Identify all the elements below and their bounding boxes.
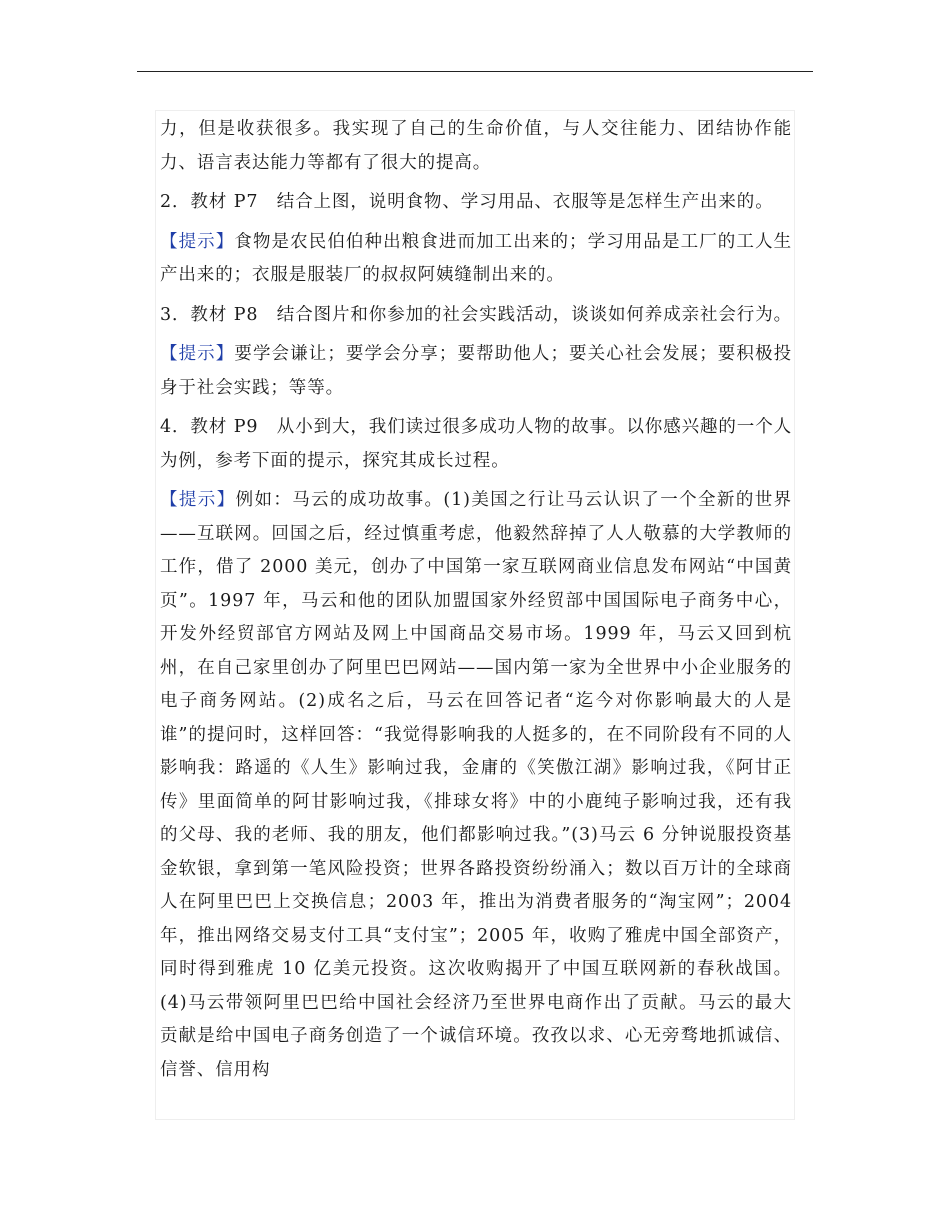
hint-text: 要学会谦让；要学会分享；要帮助他人；要关心社会发展；要积极投身于社会实践；等等。 (160, 344, 792, 398)
question-text: 4．教材 P9 从小到大，我们读过很多成功人物的故事。以你感兴趣的一个人为例，参考下面的提示，探究其成长过程。 (160, 417, 793, 471)
hint-label: 【提示】 (160, 344, 235, 364)
paragraph-continuation (160, 113, 792, 180)
question-text: 2．教材 P7 结合上图，说明食物、学习用品、衣服等是怎样生产出来的。 (160, 192, 774, 212)
hint-label: 【提示】 (160, 490, 236, 510)
question-p8 (160, 299, 792, 333)
paragraph-text: 力，但是收获很多。我实现了自己的生命价值，与人交往能力、团结协作能力、语言表达能力等都有了很大的提高。 (160, 119, 792, 173)
hint-p7 (160, 226, 792, 293)
header-rule (137, 71, 813, 72)
hint-text: 食物是农民伯伯种出粮食进而加工出来的；学习用品是工厂的工人生产出来的；衣服是服装厂的叔叔阿姨缝制出来的。 (160, 231, 792, 285)
question-text: 3．教材 P8 结合图片和你参加的社会实践活动，谈谈如何养成亲社会行为。 (160, 304, 793, 325)
hint-label: 【提示】 (160, 231, 235, 252)
hint-text: 例如：马云的成功故事。(1)美国之行让马云认识了一个全新的世界——互联网。回国之后，经过慎重考虑，他毅然辞掉了人人敬慕的大学教师的工作，借了 2000 美元，创办了中国第一家互联网商业信息发布网站“中国黄页”。1997 年，马云和他的团队加盟国家外经贸部中国国际电子商务中心，开发外经贸部官方网站及网上中国商品交易市场。1999 年，马云又回到杭州，在自己家里创办了阿里巴巴网站——国内第一家为全世界中小企业服务的电子商务网站。(2)成名之后，马云在回答记者“迄今对你影响最大的人是谁”的提问时，这样回答：“我觉得影响我的人挺多的，在不同阶段有不同的人影响我：路遥的《人生》影响过我，金庸的《笑傲江湖》影响过我，《阿甘正传》里面简单的阿甘影响过我，《排球女将》中的小鹿纯子影响过我，还有我的父母、我的老师、我的朋友，他们都影响过我。”(3)马云 6 分钟说服投资基金软银，拿到第一笔风险投资；世界各路投资纷纷涌入；数以百万计的全球商人在阿里巴巴上交换信息；2003 年，推出为消费者服务的“淘宝网”；2004 年，推出网络交易支付工具“支付宝”；2005 年，收购了雅虎中国全部资产，同时得到雅虎 10 亿美元投资。这次收购揭开了中国互联网新的春秋战国。(4)马云带领阿里巴巴给中国社会经济乃至世界电商作出了贡献。马云的最大贡献是给中国电子商务创造了一个诚信环境。孜孜以求、心无旁骛地抓诚信、信誉、信用构 (160, 490, 793, 1080)
question-p9 (160, 411, 792, 478)
document-body (160, 113, 792, 1093)
hint-p9 (160, 484, 792, 1087)
question-p7 (160, 186, 792, 220)
hint-p8 (160, 338, 792, 405)
